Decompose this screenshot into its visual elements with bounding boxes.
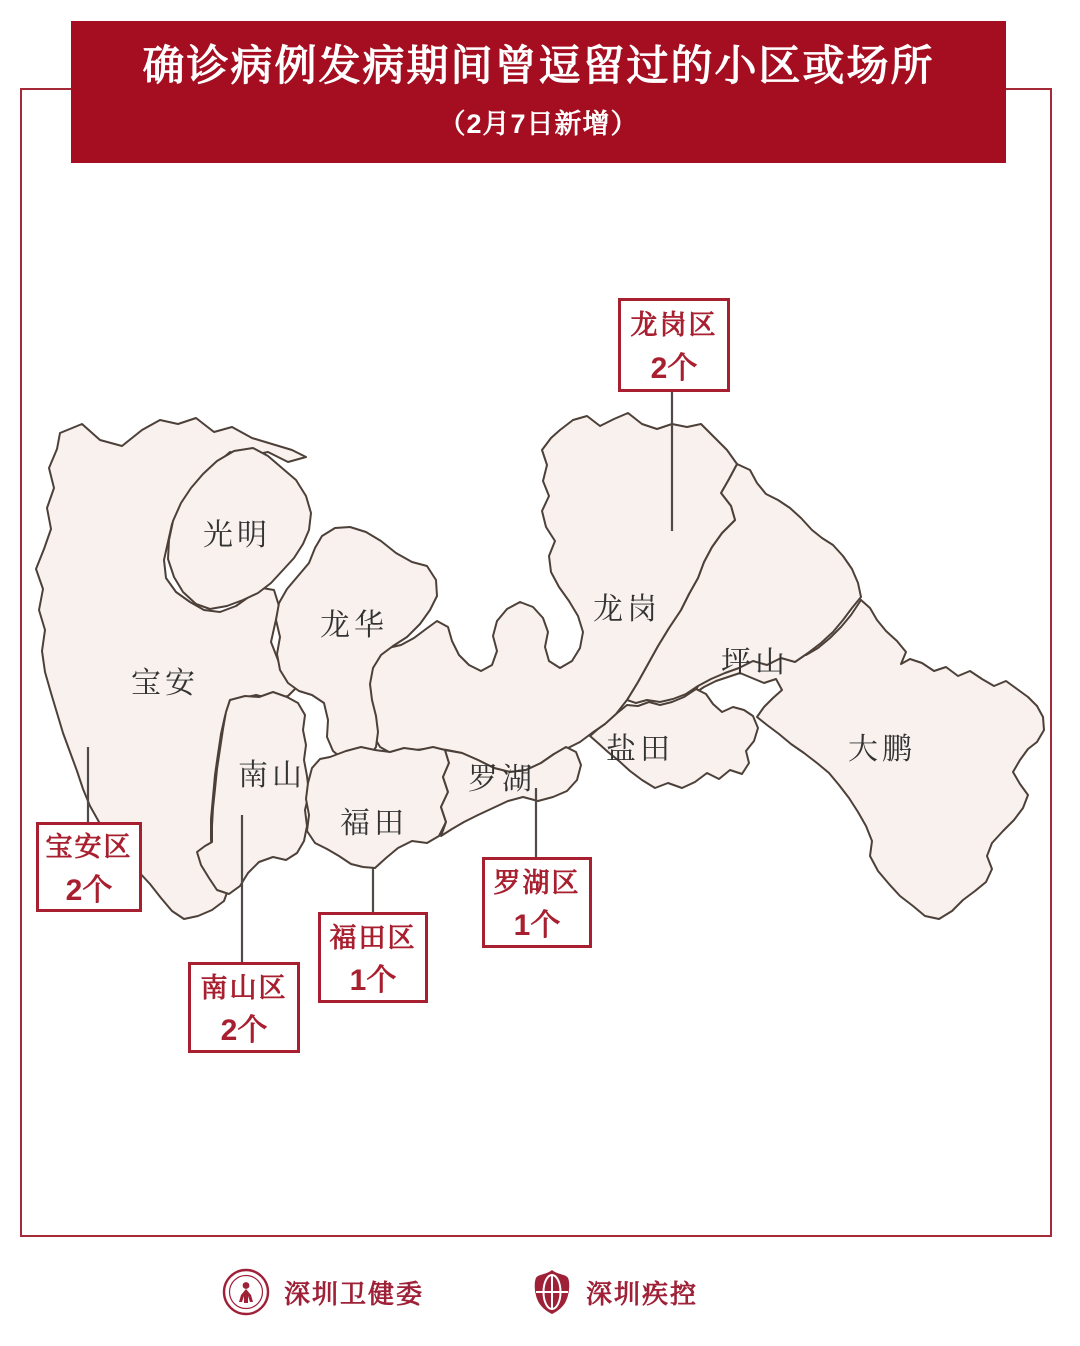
footer-org1-name: 深圳卫健委 xyxy=(284,1278,425,1309)
district-label-longhua: 龙华 xyxy=(320,609,388,642)
footer-org2-name: 深圳疾控 xyxy=(586,1278,699,1309)
cdc-shield-icon xyxy=(532,1268,572,1316)
district-label-luohu: 罗湖 xyxy=(468,763,536,796)
callout-count: 1个 xyxy=(349,964,397,998)
callout-longgang xyxy=(618,298,730,392)
callout-count: 2个 xyxy=(220,1014,268,1048)
district-label-pingshan: 坪山 xyxy=(721,646,789,679)
district-label-guangming: 光明 xyxy=(203,519,271,552)
page-subtitle: （2月7日新增） xyxy=(438,108,639,139)
callout-district-name: 福田区 xyxy=(329,922,417,953)
district-label-dapeng: 大鹏 xyxy=(848,733,916,766)
district-label-yantian: 盐田 xyxy=(606,733,674,766)
page-title: 确诊病例发病期间曾逗留过的小区或场所 xyxy=(142,42,935,90)
district-label-nanshan: 南山 xyxy=(238,759,306,792)
callout-district-name: 龙岗区 xyxy=(630,309,718,340)
footer-cdc xyxy=(532,1268,698,1316)
footer-whc xyxy=(222,1268,424,1316)
district-label-baoan: 宝安 xyxy=(131,667,199,700)
health-commission-seal-icon xyxy=(222,1268,270,1316)
callout-futian xyxy=(318,912,428,1003)
callout-luohu xyxy=(482,857,592,948)
callout-district-name: 宝安区 xyxy=(45,832,133,863)
callout-district-name: 罗湖区 xyxy=(493,867,581,898)
callout-count: 2个 xyxy=(650,352,698,386)
callout-baoan xyxy=(36,822,142,912)
callout-nanshan xyxy=(188,962,300,1053)
callout-count: 1个 xyxy=(513,909,561,943)
district-label-longgang: 龙岗 xyxy=(593,593,661,626)
callout-count: 2个 xyxy=(65,873,113,907)
district-label-futian: 福田 xyxy=(340,807,408,840)
title-banner xyxy=(71,21,1006,163)
callout-district-name: 南山区 xyxy=(200,972,288,1003)
